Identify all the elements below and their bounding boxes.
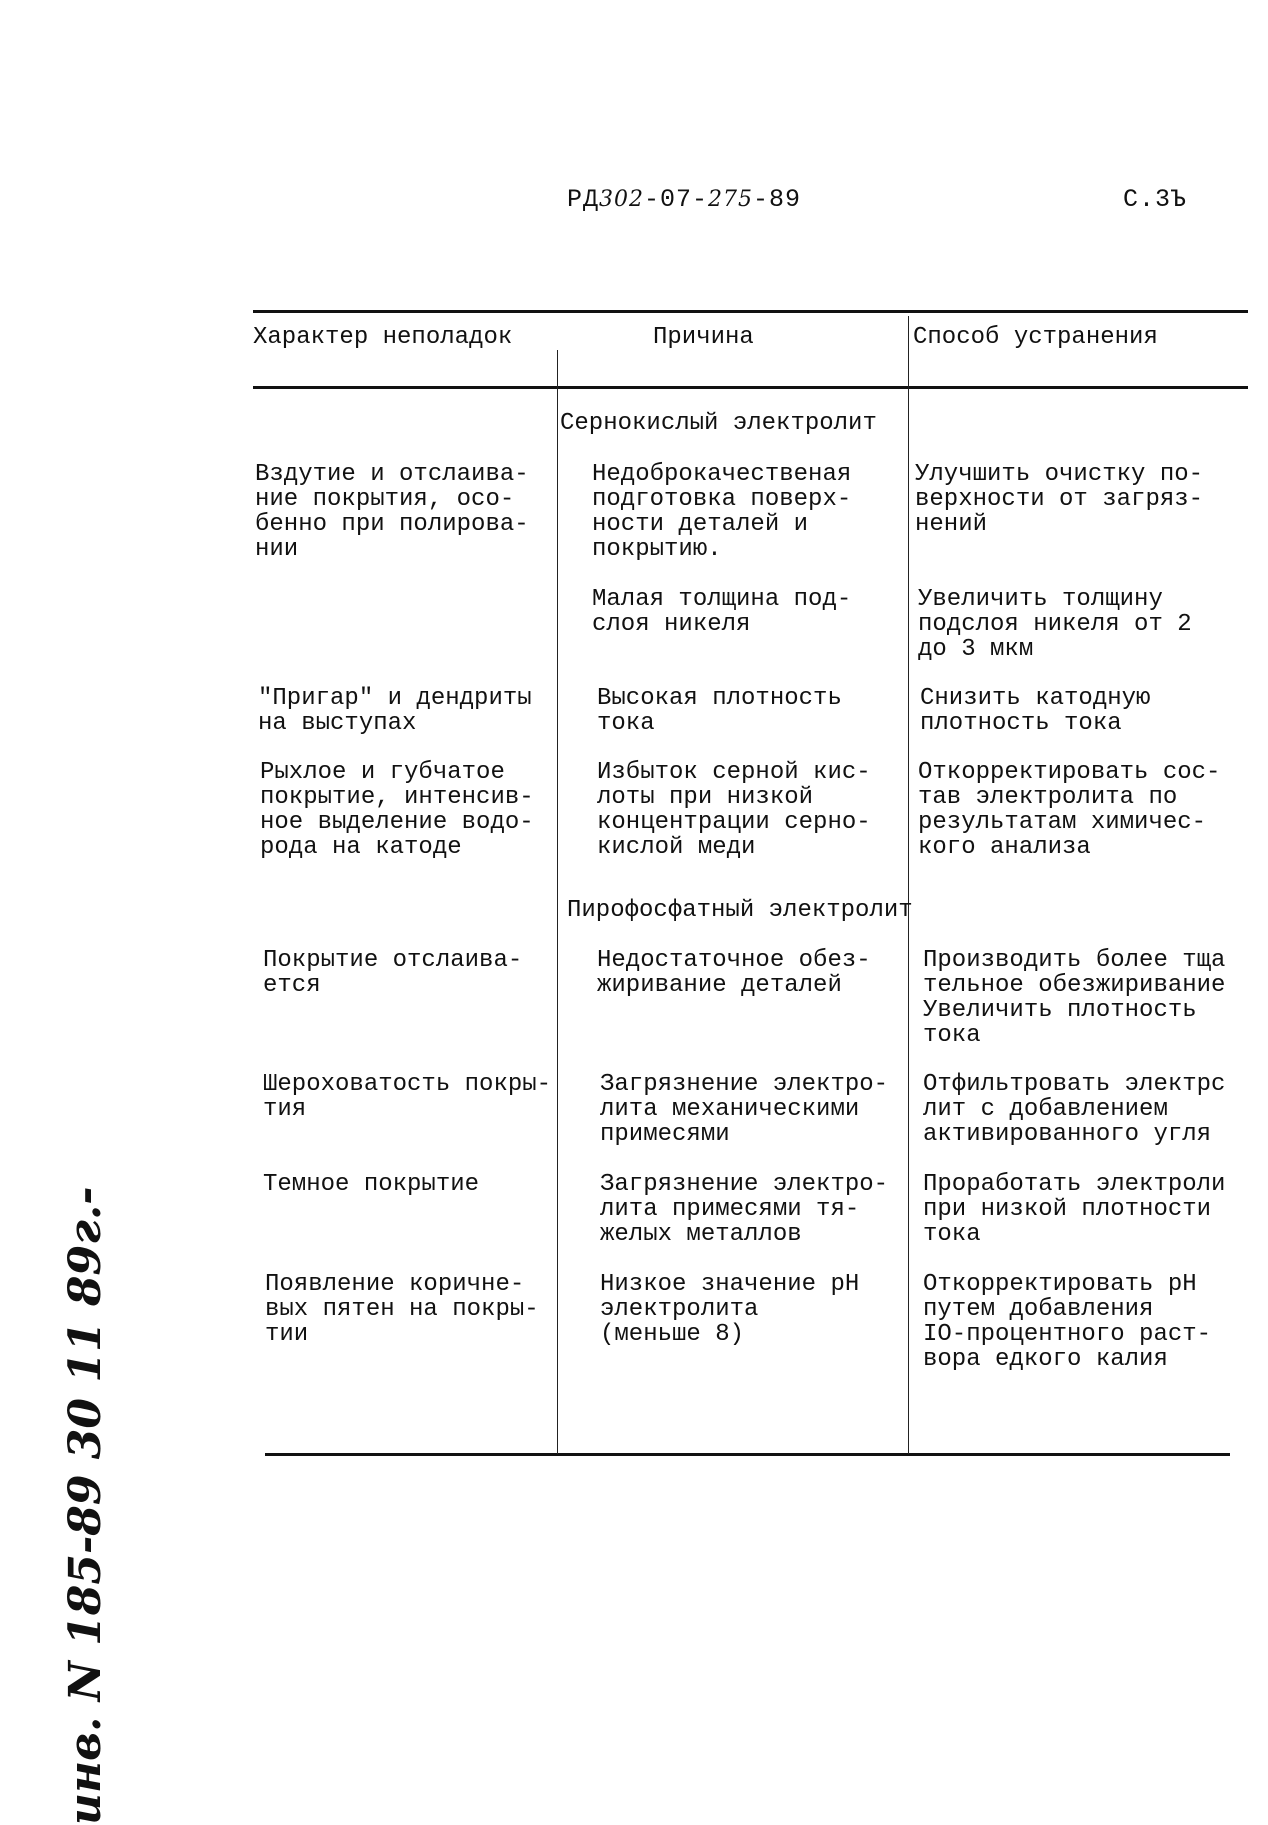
table-row-problem: Вздутие и отслаива- ние покрытия, осо- бенно при полирова- нии [255,461,529,563]
table-row-cause: Высокая плотность тока [597,685,842,737]
table-row-problem: Темное покрытие [263,1171,480,1198]
document-code-handwritten-1: 302 [599,187,645,212]
table-row-remedy: Улучшить очистку по- верхности от загряз- нений [915,461,1204,538]
document-code-prefix: РД [567,185,600,214]
table-row-cause: Избыток серной кис- лоты при низкой концентрации серно- кислой меди [597,759,871,861]
table-row-remedy: Снизить катодную плотность тока [920,685,1151,737]
document-code-suffix: -89 [753,185,802,214]
table-row-problem: Появление коричне- вых пятен на покры- тии [265,1271,539,1348]
column-header-cause: Причина [653,324,754,351]
table-row-cause: Малая толщина под- слоя никеля [592,586,852,638]
column-divider-2 [908,316,909,1454]
table-row-remedy: Откорректировать рН путем добавления IO-процентного раст- вора едкого калия [923,1271,1212,1373]
table-row-remedy: Откорректировать сос- тав электролита по результатам химичес- кого анализа [918,759,1221,861]
table-row-remedy: Производить более тща тельное обезжиривание Увеличить плотность тока [923,947,1226,1049]
column-divider-1 [557,350,558,1454]
document-code [567,185,801,214]
section-title-pyrophosphate: Пирофосфатный электролит [567,897,913,924]
table-row-problem: Покрытие отслаива- ется [263,947,523,999]
table-bottom-rule [265,1453,1230,1456]
table-row-cause: Загрязнение электро- лита примесями тя- желых металлов [600,1171,889,1248]
document-code-handwritten-2: 275 [708,187,754,212]
table-row-cause: Недоброкачественая подготовка поверх- ности деталей и покрытию. [592,461,852,563]
section-title-sulfate: Сернокислый электролит [560,410,877,437]
handwritten-inventory-note: инв. N 185-89 30 11 89г.- [60,1186,111,1825]
table-row-remedy: Проработать электроли при низкой плотности тока [923,1171,1226,1248]
table-row-cause: Недостаточное обез- жиривание деталей [597,947,871,999]
document-code-mid: -07- [644,185,709,214]
column-header-remedy: Способ устранения [913,324,1158,351]
table-row-remedy: Увеличить толщину подслоя никеля от 2 до 3 мкм [918,586,1192,663]
table-row-problem: Шероховатость покры- тия [263,1071,552,1123]
table-row-problem: "Пригар" и дендриты на выступах [258,685,532,737]
column-header-problem: Характер неполадок [253,324,513,351]
page-number: С.3Ъ [1123,185,1188,214]
table-header-rule [253,386,1248,389]
table-row-problem: Рыхлое и губчатое покрытие, интенсив- ное выделение водо- рода на катоде [260,759,534,861]
table-row-remedy: Отфильтровать электрс лит с добавлением активированного угля [923,1071,1226,1148]
table-row-cause: Загрязнение электро- лита механическими примесями [600,1071,889,1148]
table-row-cause: Низкое значение рН электролита (меньше 8) [600,1271,860,1348]
table-top-rule [253,310,1248,313]
